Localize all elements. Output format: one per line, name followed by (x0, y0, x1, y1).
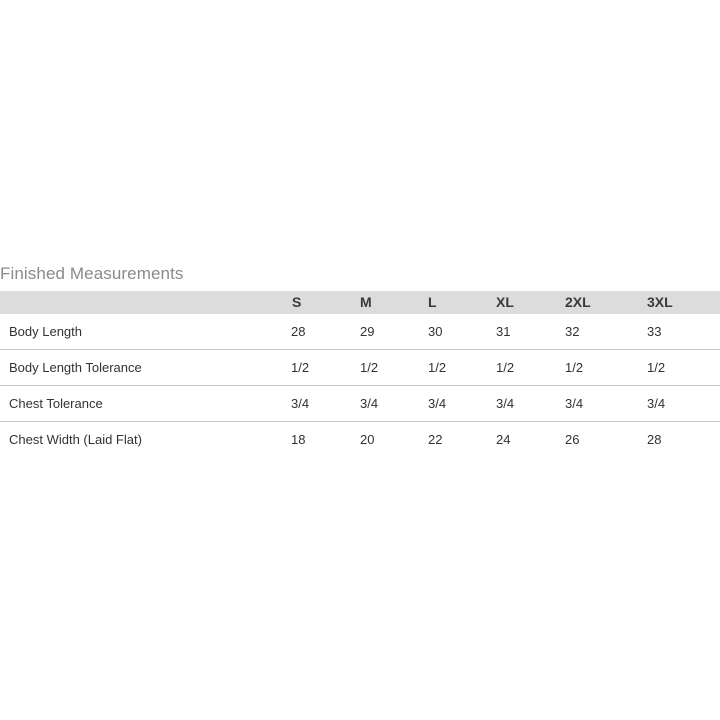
table-cell: 32 (565, 324, 580, 339)
header-size-l: L (428, 294, 437, 310)
table-cell: 20 (360, 432, 375, 447)
table-cell: 3/4 (496, 396, 515, 411)
row-label: Body Length (9, 324, 83, 339)
table-cell: 1/2 (647, 360, 666, 375)
table-cell: 22 (428, 432, 443, 447)
table-row-chest-tolerance (0, 386, 720, 422)
table-cell: 26 (565, 432, 580, 447)
table-cell: 1/2 (565, 360, 584, 375)
table-row-body-length-tolerance (0, 350, 720, 386)
header-size-xl: XL (496, 294, 514, 310)
table-cell: 3/4 (291, 396, 310, 411)
table-cell: 29 (360, 324, 375, 339)
table-cell: 3/4 (647, 396, 666, 411)
table-cell: 30 (428, 324, 443, 339)
row-label: Chest Width (Laid Flat) (9, 432, 142, 447)
table-cell: 24 (496, 432, 511, 447)
table-header-row (0, 291, 720, 314)
page-title: Finished Measurements (0, 264, 184, 283)
table-cell: 18 (291, 432, 306, 447)
table-cell: 33 (647, 324, 662, 339)
table-cell: 1/2 (291, 360, 310, 375)
table-cell: 28 (647, 432, 662, 447)
row-label: Body Length Tolerance (9, 360, 142, 375)
table-row-chest-width (0, 422, 720, 457)
table-cell: 3/4 (428, 396, 447, 411)
table-cell: 3/4 (565, 396, 584, 411)
table-cell: 31 (496, 324, 511, 339)
table-cell: 1/2 (428, 360, 447, 375)
header-size-m: M (360, 294, 372, 310)
table-row-body-length (0, 314, 720, 350)
header-size-2xl: 2XL (565, 294, 591, 310)
header-size-3xl: 3XL (647, 294, 673, 310)
size-chart-table (0, 291, 720, 457)
row-label: Chest Tolerance (9, 396, 103, 411)
table-cell: 1/2 (360, 360, 379, 375)
header-size-s: S (292, 294, 302, 310)
table-cell: 1/2 (496, 360, 515, 375)
table-cell: 3/4 (360, 396, 379, 411)
table-cell: 28 (291, 324, 306, 339)
